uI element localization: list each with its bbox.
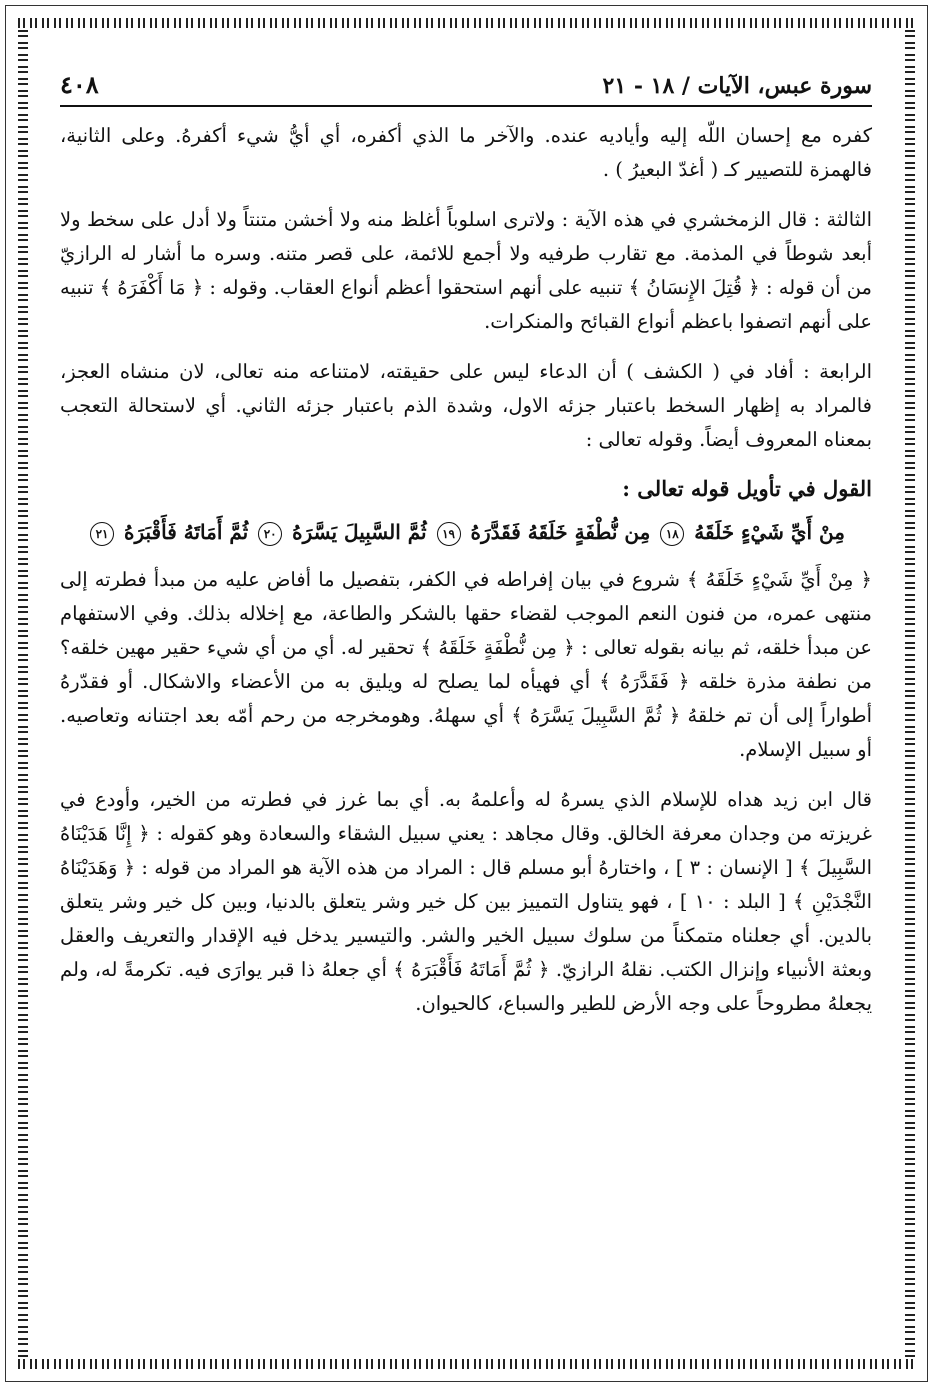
paragraph: الثالثة : قال الزمخشري في هذه الآية : ولاترى اسلوباً أغلظ منه ولا أخشن متنتاً ولا أدل على سخط ولا أبعد شوطاً في المذمة. مع تقارب طرفيه ولا أجمع للائمة، على قصر متنه. وسره ما أشار له الرازيّ من أن قوله : ﴿ قُتِلَ الإِنسَانُ ﴾ تنبيه على أنهم استحقوا أعظم أنواع العقاب. وقوله : ﴿ مَا أَكْفَرَهُ ﴾ تنبيه على أنهم اتصفوا باعظم أنواع القبائح والمنكرات. (60, 208, 872, 333)
verse-text: مِنْ أَيِّ شَيْءٍ خَلَقَهُ (694, 520, 845, 544)
verse-text: مِن نُّطْفَةٍ خَلَقَهُ فَقَدَّرَهُ (470, 520, 651, 544)
section-heading: القول في تأويل قوله تعالى : (622, 476, 872, 501)
verse-text: ثُمَّ أَمَاتَهُ فَأَقْبَرَهُ (124, 520, 249, 544)
header-title: سورة عبس، الآيات / ١٨ - ٢١ (602, 73, 872, 99)
ayah-number-mark: ١٩ (437, 522, 461, 546)
quran-verse (60, 515, 872, 549)
page-number: ٤٠٨ (60, 70, 99, 99)
tafsir-paragraph: ﴿ مِنْ أَيِّ شَيْءٍ خَلَقَهُ ﴾ شروع في بيان إفراطه في الكفر، بتفصيل ما أفاض عليه من مبدأ فطرته إلى منتهى عمره، من فنون النعم الموجب لقضاء حقها بالشكر والطاعة، مع إخلاله بذلك. وفي الاستفهام عن مبدأ خلقه، ثم بيانه بقوله تعالى : ﴿ مِن نُّطْفَةٍ خَلَقَهُ ﴾ تحقير له. أي من أي شيء حقير مهين خلقه؟ من نطفة مذرة خلقه ﴿ فَقَدَّرَهُ ﴾ أي فهيأه لما يصلح له ويليق به من الأعضاء والاشكال. أو فقدّرهُ أطواراً إلى أن تم خلقهُ ﴿ ثُمَّ السَّبِيلَ يَسَّرَهُ ﴾ أي سهلهُ. وهومخرجه من رحم أمّه بعد اجتنانه وتعاصيه. أو سبيل الإسلام. (60, 568, 872, 761)
document-page (60, 70, 872, 1037)
verse-text: ثُمَّ السَّبِيلَ يَسَّرَهُ (292, 520, 427, 544)
ayah-number-mark: ٢١ (90, 522, 114, 546)
ayah-number-mark: ٢٠ (258, 522, 282, 546)
paragraph: الرابعة : أفاد في ( الكشف ) أن الدعاء ليس على حقيقته، لامتناعه منه تعالى، لان منشاه العجز، فالمراد به إظهار السخط باعتبار جزئه الاول، وشدة الذم باعتبار جزئه الثاني. أي لاستحالة التعجب بمعناه المعروف أيضاً. وقوله تعالى : (60, 360, 872, 451)
tafsir-paragraph: قال ابن زيد هداه للإسلام الذي يسرهُ له وأعلمهُ به. أي بما غرز في فطرته من الخير، وأودع في غريزته من وجدان معرفة الخالق. وقال مجاهد : يعني سبيل الشقاء والسعادة وهو كقوله : ﴿ إِنَّا هَدَيْنَاهُ السَّبِيلَ ﴾ [ الإنسان : ٣ ] ، واختارهُ أبو مسلم قال : المراد من هذه الآية هو المراد من قوله : ﴿ وَهَدَيْنَاهُ النَّجْدَيْنِ ﴾ [ البلد : ١٠ ] ، فهو يتناول التمييز بين كل خير وشر يتعلق بالدنيا، وبين كل خير وشر يتعلق بالدين. أي جعلناه متمكناً من سلوك سبيل الخير والشر. والتيسير يدخل فيه الإقدار والتعريف والعقل وبعثة الأنبياء وإنزال الكتب. نقلهُ الرازيّ. ﴿ ثُمَّ أَمَاتَهُ فَأَقْبَرَهُ ﴾ أي جعلهُ ذا قبر يوارَى فيه. تكرمةً له، ولم يجعلهُ مطروحاً على وجه الأرض للطير والسباع، كالحيوان. (60, 788, 872, 1015)
ayah-number-mark: ١٨ (660, 522, 684, 546)
page-header (60, 70, 872, 107)
paragraph: كفره مع إحسان اللّه إليه وأياديه عنده. والآخر ما الذي أكفره، أي أيُّ شيء أكفرهُ. وعلى الثانية، فالهمزة للتصيير كـ ( أغدّ البعيرُ ) . (60, 124, 872, 181)
